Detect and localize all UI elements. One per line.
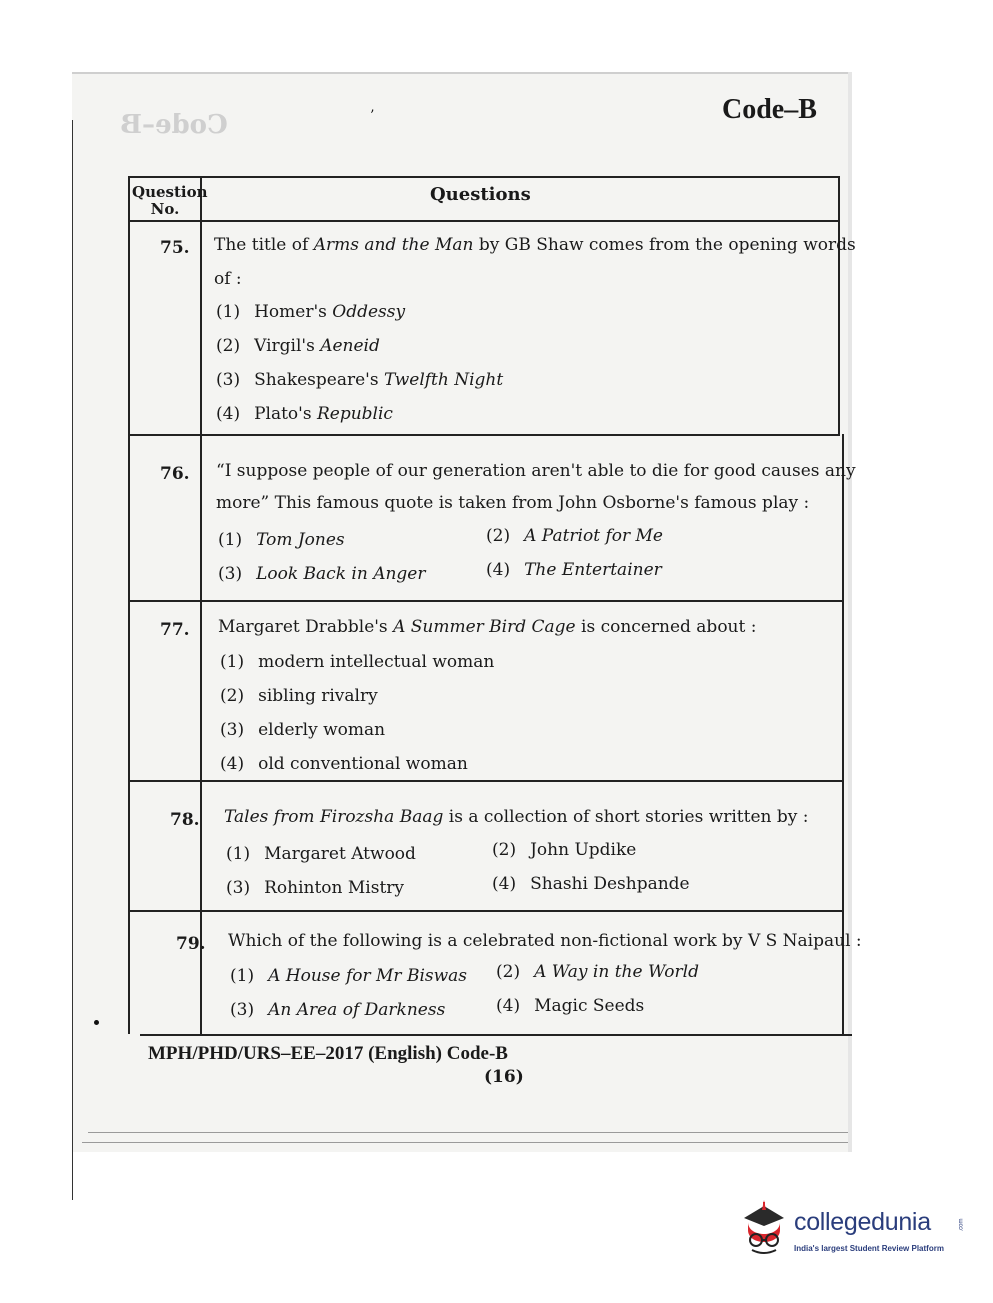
logo-mascot-icon bbox=[738, 1196, 792, 1258]
question-row-75 bbox=[128, 218, 856, 436]
option-1: (1) Tom Jones bbox=[218, 530, 345, 550]
option-4: (4) old conventional woman bbox=[220, 754, 468, 774]
question-row-76 bbox=[128, 434, 856, 602]
logo-tagline: India's largest Student Review Platform bbox=[794, 1244, 944, 1253]
option-4: (4) Shashi Deshpande bbox=[492, 874, 690, 894]
logo-wordmark: collegedunia bbox=[794, 1208, 931, 1236]
question-text: Which of the following is a celebrated non-fictional work by V S Naipaul : bbox=[228, 931, 862, 951]
option-3: (3) elderly woman bbox=[220, 720, 386, 740]
option-2: (2) A Patriot for Me bbox=[486, 526, 663, 546]
header-question-no: Question No. bbox=[132, 183, 208, 218]
logo-suffix: .com bbox=[958, 1218, 965, 1232]
question-number: 78. bbox=[170, 810, 200, 830]
option-3: (3) Rohinton Mistry bbox=[226, 878, 405, 898]
question-text: The title of Arms and the Man by GB Shaw comes from the opening words bbox=[214, 235, 856, 255]
question-number: 76. bbox=[160, 464, 190, 484]
option-2: (2) sibling rivalry bbox=[220, 686, 378, 706]
question-row-79 bbox=[128, 910, 862, 1034]
option-1: (1) Margaret Atwood bbox=[226, 844, 416, 864]
option-4: (4) Plato's Republic bbox=[216, 404, 393, 424]
page-number: (16) bbox=[484, 1067, 524, 1087]
option-4: (4) The Entertainer bbox=[486, 560, 662, 580]
collegedunia-logo[interactable] bbox=[738, 1196, 968, 1262]
header-questions: Questions bbox=[430, 184, 531, 205]
question-number: 77. bbox=[160, 620, 190, 640]
option-2: (2) A Way in the World bbox=[496, 962, 699, 982]
page-shadow-line bbox=[88, 1132, 848, 1133]
bleed-through-code: Code–B bbox=[120, 110, 228, 140]
question-text: Margaret Drabble's A Summer Bird Cage is concerned about : bbox=[218, 617, 757, 637]
question-text-cont: more” This famous quote is taken from John Osborne's famous play : bbox=[216, 493, 810, 513]
question-number: 75. bbox=[160, 238, 190, 258]
footer-rule bbox=[140, 1034, 852, 1036]
table-header bbox=[128, 176, 840, 222]
mark: ’ bbox=[370, 108, 375, 124]
option-4: (4) Magic Seeds bbox=[496, 996, 645, 1016]
question-text: Tales from Firozsha Baag is a collection of short stories written by : bbox=[224, 807, 809, 827]
page-shadow-line bbox=[82, 1142, 848, 1143]
option-3: (3) Look Back in Anger bbox=[218, 564, 426, 584]
option-2: (2) John Updike bbox=[492, 840, 637, 860]
question-number: 79. bbox=[176, 934, 206, 954]
footer-code: MPH/PHD/URS–EE–2017 (English) Code-B bbox=[148, 1043, 508, 1064]
option-1: (1) modern intellectual woman bbox=[220, 652, 495, 672]
page-edge bbox=[72, 120, 73, 1200]
option-3: (3) Shakespeare's Twelfth Night bbox=[216, 370, 504, 390]
option-2: (2) Virgil's Aeneid bbox=[216, 336, 380, 356]
question-row-77 bbox=[128, 600, 844, 782]
paper-code: Code–B bbox=[722, 94, 817, 125]
question-row-78 bbox=[128, 780, 844, 912]
question-text-cont: of : bbox=[214, 269, 242, 289]
option-1: (1) A House for Mr Biswas bbox=[230, 966, 468, 986]
question-text: “I suppose people of our generation aren't able to die for good causes any bbox=[216, 461, 856, 481]
option-3: (3) An Area of Darkness bbox=[230, 1000, 446, 1020]
option-1: (1) Homer's Oddessy bbox=[216, 302, 406, 322]
bullet-mark bbox=[94, 1020, 99, 1025]
